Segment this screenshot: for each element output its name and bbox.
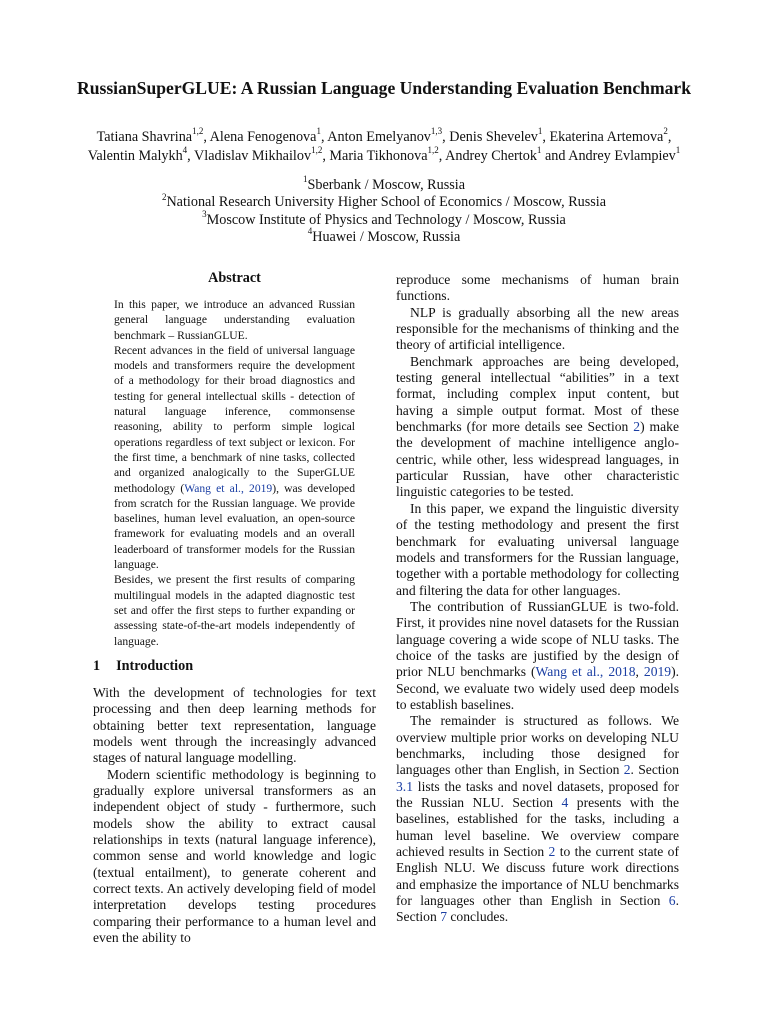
body-paragraph: The remainder is structured as follows. We overview multiple prior works on developing NLU benchmarks, including those designed for languages other than English, in Section 2. Section 3.1 lists the tasks and novel datasets, proposed for the Russian NLU. Section 4 presents with the baselines, established for the tasks, including a human level baseline. We overview compare achieved results in Section 2 to the current state of English NLU. We discuss future work directions and emphasize the importance of NLU benchmarks for languages other than English in Section 6. Section 7 concludes. — [396, 713, 679, 925]
affiliation-list — [80, 174, 688, 247]
author: Anton Emelyanov$^{1,3}$, — [327, 126, 450, 145]
affiliation: $^3$Moscow Institute of Physics and Technology / Moscow, Russia — [202, 209, 566, 228]
abstract-paragraph: Recent advances in the field of universal language models and transformers require the development of a methodology for their broad diagnostics and testing for general intellectual skills - detection of natural language inference, commonsense reasoning, ability to perform simple logical operations regardless of text subject or lexicon. For the first time, a benchmark of nine tasks, collected and organized analogically to the SuperGLUE methodology (Wang et al., 2019), was developed from scratch for the Russian language. We provide baselines, human level evaluation, an open-source framework for evaluating models and an overall leaderboard of transformer models for the Russian language. — [114, 343, 355, 572]
section-link[interactable]: 3.1 — [396, 778, 413, 794]
affiliation: $^2$National Research University Higher School of Economics / Moscow, Russia — [161, 191, 607, 211]
section-link[interactable]: 2 — [548, 844, 556, 860]
paper-title: RussianSuperGLUE: A Russian Language Understanding Evaluation Benchmark — [77, 78, 691, 98]
section-link[interactable]: 4 — [561, 795, 569, 810]
left-column-body — [93, 685, 376, 947]
body-paragraph: In this paper, we expand the linguistic diversity of the testing methodology and present the first benchmark for evaluating universal language models and transformers for the Russian language, together with a portable methodology for collecting and filtering the data for other languages. — [396, 500, 679, 598]
abstract-paragraph: Besides, we present the first results of comparing multilingual models in the adapted diagnostic test set and offer the first steps to further expanding or assessing state-of-the-art models independently of language. — [114, 573, 355, 648]
author: Vladislav Mikhailov$^{1,2}$, — [194, 144, 330, 164]
section-heading-introduction: 1 Introduction — [93, 658, 194, 674]
right-column-body — [396, 272, 679, 926]
author: Andrey Chertok$^1$ and — [445, 144, 569, 164]
affiliation: $^4$Huawei / Moscow, Russia — [307, 226, 461, 246]
author-list — [40, 128, 728, 165]
section-link[interactable]: 2 — [633, 419, 641, 435]
section-link[interactable]: 7 — [440, 909, 447, 925]
author: Denis Shevelev$^1$, — [449, 126, 550, 145]
citation-link[interactable]: Wang et al., 2019 — [184, 481, 273, 495]
abstract-paragraph: In this paper, we introduce an advanced Russian general language understanding evaluation benchmark – RussianGLUE. — [114, 298, 355, 342]
body-paragraph: Modern scientific methodology is beginning to gradually explore universal transformers as an independent object of study - furthermore, such models show the ability to extract causal relationships in texts (natural language inference), common sense and world knowledge and logic (textual entailment), to generate coherent and correct texts. An actively developing field of model interpretation develops testing procedures comparing their performance to a human level and even the ability to — [93, 766, 376, 946]
author: Maria Tikhonova$^{1,2}$, — [329, 144, 446, 164]
citation-link[interactable]: 2019 — [643, 664, 672, 680]
body-paragraph: reproduce some mechanisms of human brain functions. — [396, 272, 679, 304]
author: Valentin Malykh$^4$, — [87, 144, 195, 164]
body-paragraph: The contribution of RussianGLUE is two-fold. First, it provides nine novel datasets for the Russian language covering a wide scope of NLU tasks. The choice of the tasks are justified by the design of prior NLU benchmarks (Wang et al., 2018, 2019). Second, we evaluate two widely used deep models to establish baselines. — [396, 598, 680, 712]
citation-link[interactable]: Wang et al., 2018 — [535, 664, 636, 680]
body-paragraph: NLP is gradually absorbing all the new areas responsible for the mechanisms of thinking and the theory of artificial intelligence. — [396, 304, 679, 353]
author: Tatiana Shavrina$^{1,2}$, — [96, 126, 210, 145]
abstract-heading: Abstract — [208, 270, 261, 286]
author: Ekaterina Artemova$^2$, — [549, 126, 672, 145]
body-paragraph: With the development of technologies for text processing and then deep learning methods for obtaining better text representation, language models went through the increasingly advanced stages of natural language modelling. — [93, 685, 376, 766]
section-link[interactable]: 6 — [668, 893, 676, 909]
author: Alena Fenogenova$^1$, — [209, 126, 328, 145]
section-link[interactable]: 2 — [623, 762, 631, 778]
author: Andrey Evlampiev$^1$ — [568, 144, 681, 164]
affiliation: $^1$Sberbank / Moscow, Russia — [303, 174, 465, 193]
body-paragraph: Benchmark approaches are being developed, testing general intellectual “abilities” in a text format, including complex input content, but having a simple output format. Most of these benchmarks (for more details see Section 2) make the development of machine intelligence anglo-centric, while other, less widespread languages, in particular Russian, have other characteristic linguistic categories to be tested. — [396, 353, 679, 500]
abstract-body — [114, 297, 355, 649]
